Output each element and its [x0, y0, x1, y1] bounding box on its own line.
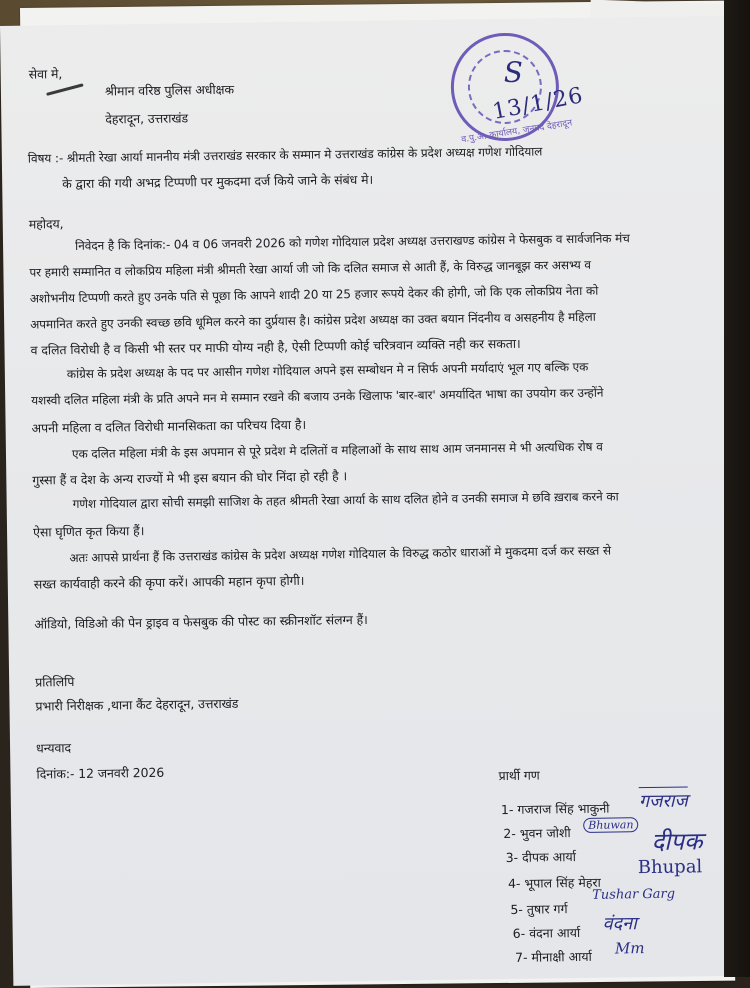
desk-edge-shadow [724, 0, 750, 977]
applicant-name: 6- वंदना आर्या [512, 924, 581, 941]
applicant-signature: गजराज [639, 786, 688, 813]
body-line: निवेदन है कि दिनांक:- 04 व 06 जनवरी 2026 को गणेश गोदियाल प्रदेश अध्यक्ष उत्तराखण्ड कांग्रेस ने फेसबुक व सार्वजनिक मंच [74, 231, 630, 253]
pencil-mark [46, 83, 84, 96]
body-line: यशस्वी दलित महिला मंत्री के प्रति अपने मन मे सम्मान रखने की बजाय उनके खिलाफ 'बार-बार' अमर्यादित भाषा का उपयोग कर उन्होंने [31, 385, 604, 408]
applicant-signature: वंदना [602, 913, 637, 935]
stamp-initial: S [503, 55, 524, 89]
applicant-name: 4- भूपाल सिंह मेहरा [507, 874, 601, 891]
subject-line-2: के द्वारा की गयी अभद्र टिप्पणी पर मुकदमा दर्ज किये जाने के संबंध मे। [62, 171, 374, 192]
greeting: महोदय, [28, 216, 64, 232]
body-line: गणेश गोदियाल द्वारा सोची समझी साजिश के तहत श्रीमती रेखा आर्या के साथ दलित होने व उनकी समाज मे छवि ख़राब करने का [72, 489, 619, 512]
body-line: ऐसा घृणित कृत किया हैं। [32, 523, 145, 540]
applicant-name: 3- दीपक आर्या [505, 849, 577, 866]
subject-line-1: विषय :- श्रीमती रेखा आर्या माननीय मंत्री उत्तराखंड सरकार के सम्मान मे उत्तराखंड कांग्रेस के प्रदेश अध्यक्ष गणेश गोदियाल [27, 144, 543, 166]
body-line: अपमानित करते हुए उनकी स्वच्छ छवि धूमिल करने का दुर्प्रयास है। कांग्रेस प्रदेश अध्यक्ष का उक्त बयान निंदनीय व असहनीय है महिला [30, 309, 596, 332]
received-stamp [450, 32, 586, 146]
applicant-name: 2- भुवन जोशी [503, 825, 571, 842]
salutation-to: सेवा मे, [28, 66, 63, 82]
complaint-letter-page [0, 16, 739, 986]
body-line: व दलित विरोधी है व किसी भी स्तर पर माफी योग्य नही है, ऐसी टिप्पणी कोई चरित्रवान व्यक्ति नही कर सकता। [30, 335, 521, 358]
applicant-name: 1- गजराज सिंह भाकुनी [500, 800, 610, 818]
stamp-ring-text: व.पु.अ. कार्यालय, जनपद देहरादून [460, 118, 573, 146]
body-line: पर हमारी सम्मानित व लोकप्रिय महिला मंत्री श्रीमती रेखा आर्या जी जो कि दलित समाज से आती हैं, के विरुद्ध जानबूझ कर असभ्य व [29, 257, 592, 280]
body-line: अशोभनीय टिप्पणी करते हुए उनके पति से पूछा कि आपने शादी 20 या 25 हजार रूपये देकर की होगी, जो कि एक लोकप्रिय नेता को [29, 283, 599, 306]
applicant-signature: Bhuwan [583, 817, 639, 833]
copy-label: प्रतिलिपि [35, 674, 75, 690]
applicant-signature: Tushar Garg [592, 886, 676, 903]
attachment-note: ऑडियो, विडिओ की पेन ड्राइव व फेसबुक की पोस्ट का स्क्रीनशॉट संलग्न हैं। [34, 611, 368, 632]
body-line: सख्त कार्यवाही करने की कृपा करें। आपकी महान कृपा होगी। [33, 572, 305, 592]
body-line: कांग्रेस के प्रदेश अध्यक्ष के पद पर आसीन गणेश गोदियाल अपने इस सम्बोधन मे न सिर्फ अपनी मर्यादाएं भूल गए बल्कि एक [66, 359, 589, 382]
letter-date: दिनांक:- 12 जनवरी 2026 [36, 764, 165, 782]
body-line: गुस्सा हैं व देश के अन्य राज्यों मे भी इस बयान की घोर निंदा हो रही है । [32, 468, 348, 488]
applicant-name: 7- मीनाक्षी आर्या [514, 948, 592, 965]
stamp-date: 13/1/26 [490, 83, 586, 125]
body-line: अतः आपसे प्रार्थना हैं कि उत्तराखंड कांग्रेस के प्रदेश अध्यक्ष गणेश गोदियाल के विरुद्ध कठोर धाराओं मे मुकदमा दर्ज कर सख्त से [69, 543, 611, 566]
applicants-label: प्रार्थी गण [498, 767, 540, 784]
recipient-place: देहरादून, उत्तराखंड [105, 110, 189, 127]
applicant-signature: Bhupal [637, 856, 703, 879]
thanks: धन्यवाद [35, 740, 72, 756]
applicant-signature: दीपक [651, 827, 703, 856]
copy-to: प्रभारी निरीक्षक ,थाना कैंट देहरादून, उत्तराखंड [35, 695, 239, 714]
body-line: एक दलित महिला मंत्री के इस अपमान से पूरे प्रदेश मे दलितों व महिलाओं के साथ साथ आम जनमानस मे भी अत्यधिक रोष व [71, 439, 603, 462]
body-line: अपनी महिला व दलित विरोधी मानसिकता का परिचय दिया है। [31, 416, 307, 436]
applicant-name: 5- तुषार गर्ग [510, 901, 568, 917]
recipient-title: श्रीमान वरिष्ठ पुलिस अधीक्षक [104, 81, 235, 99]
applicant-signature: Mm [614, 939, 645, 958]
